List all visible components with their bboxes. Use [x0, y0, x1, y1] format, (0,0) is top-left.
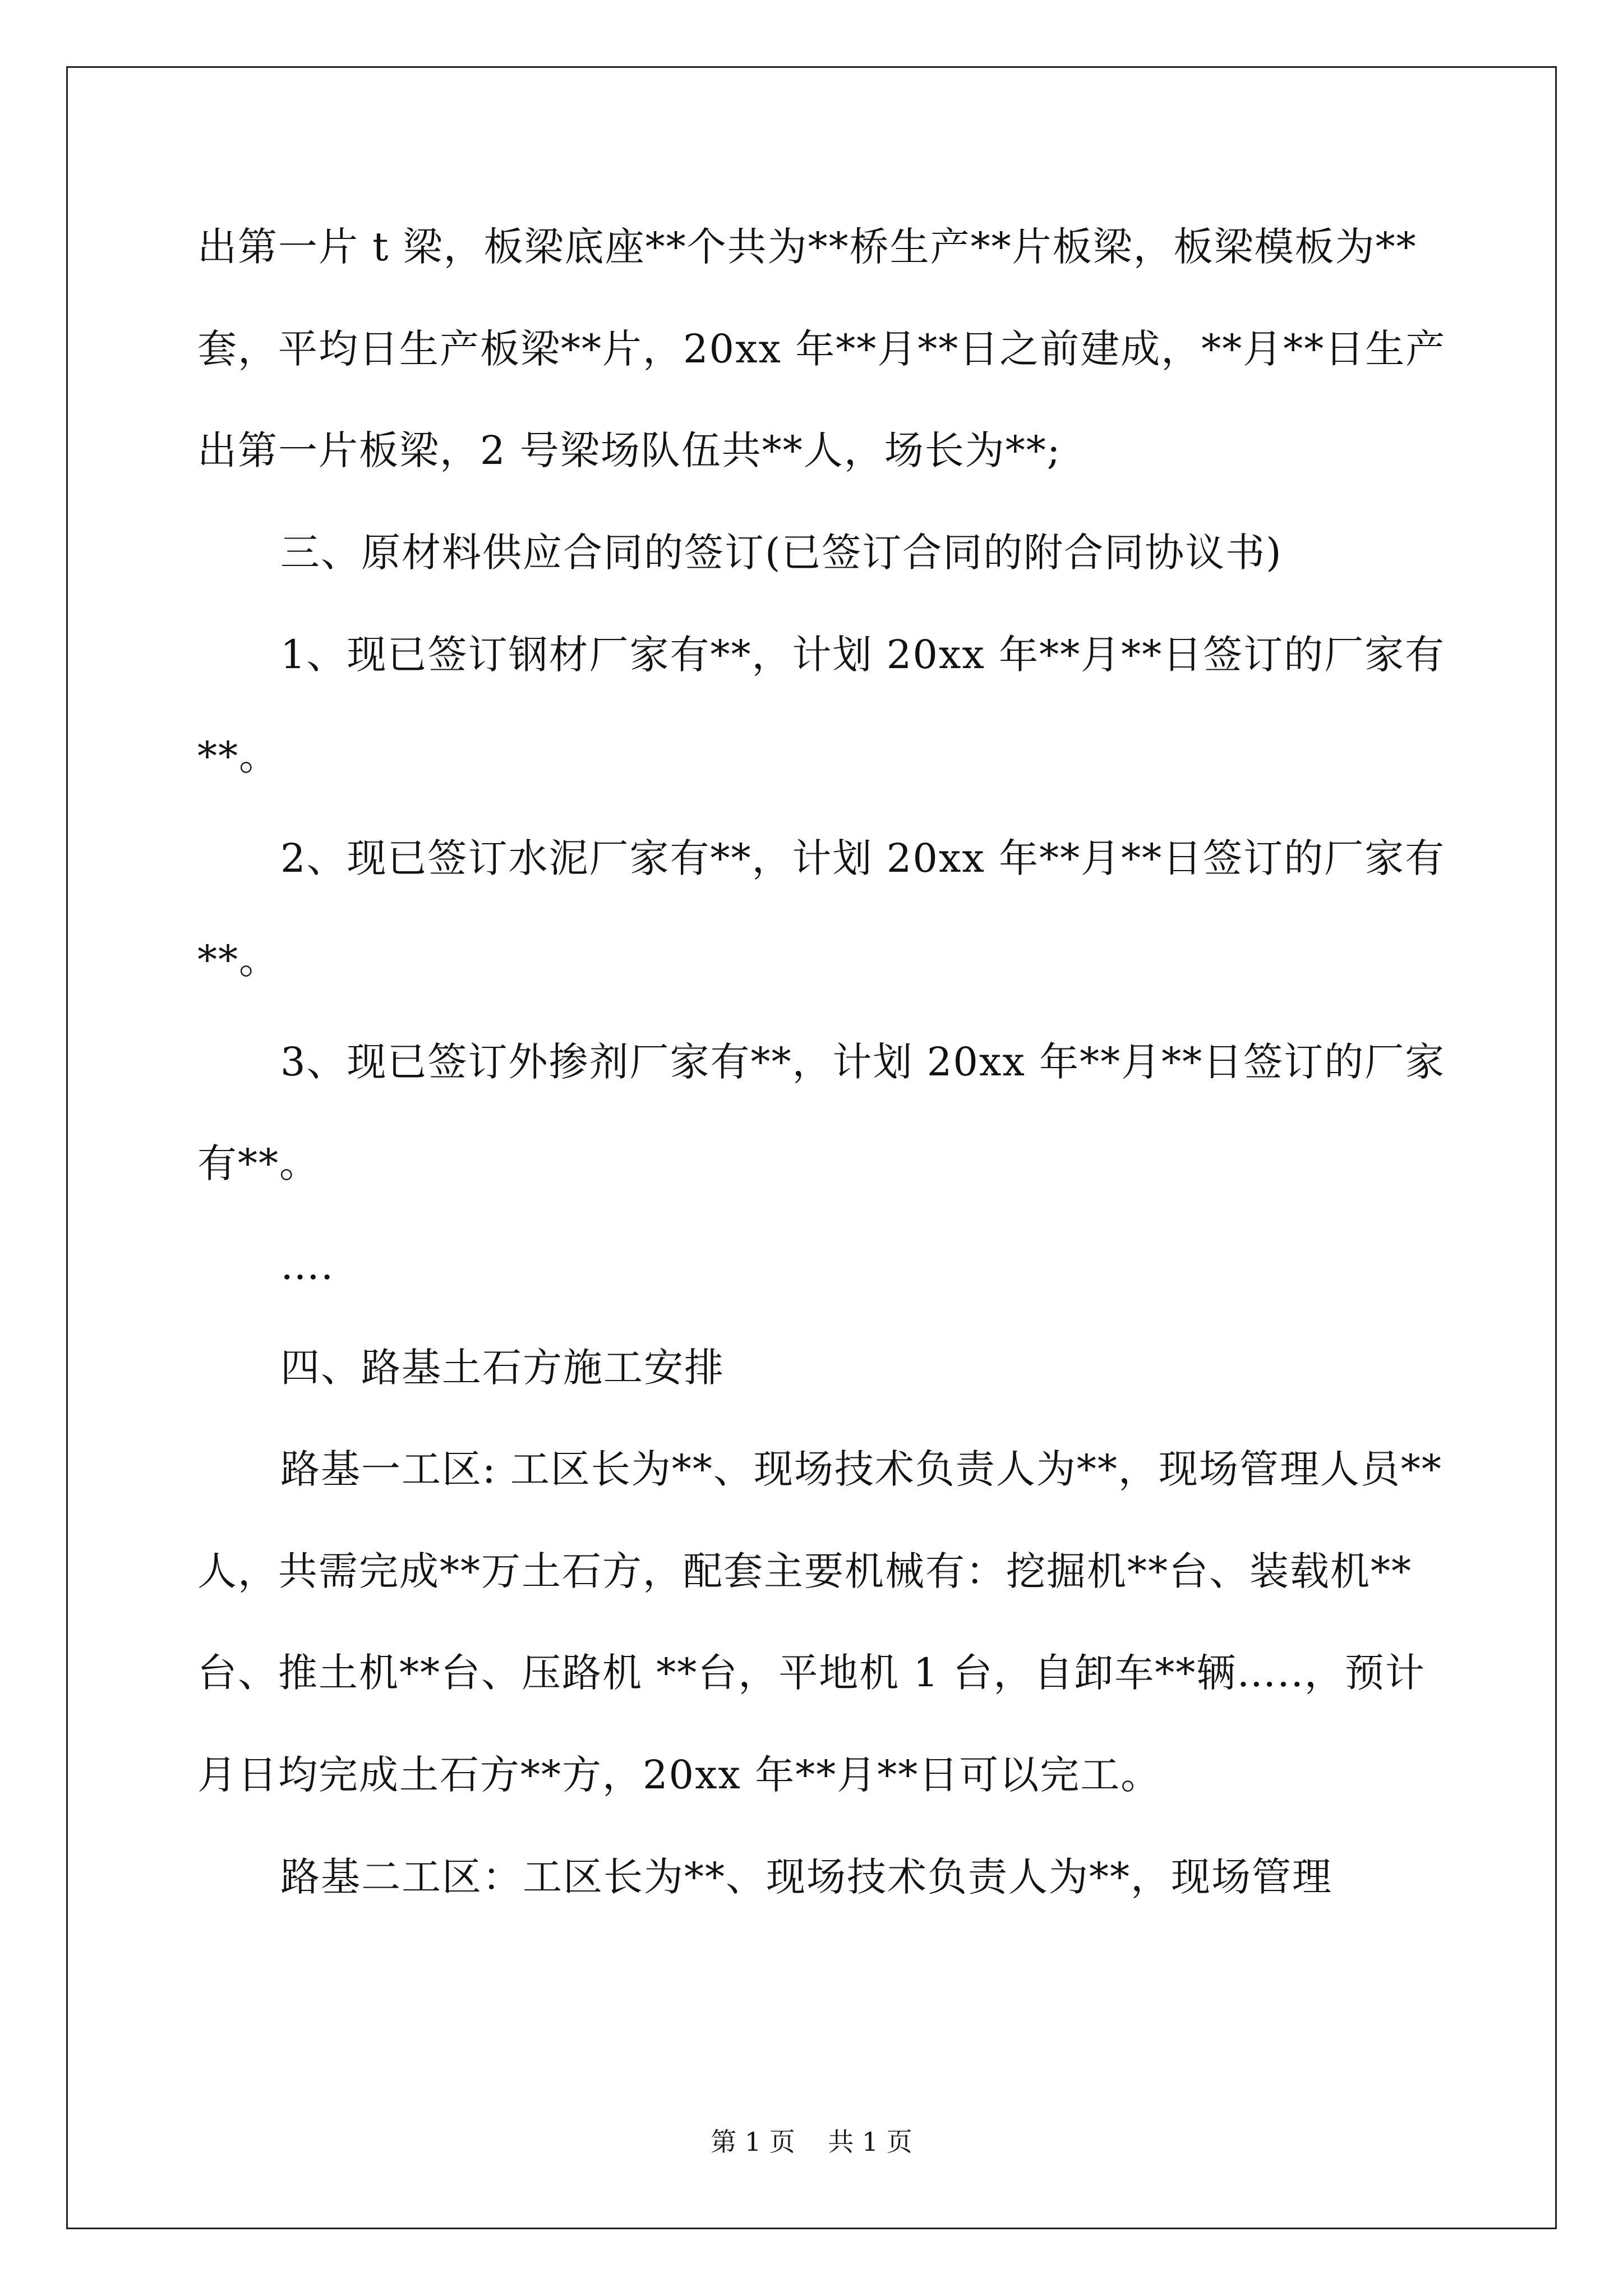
text-line: 2、现已签订水泥厂家有**，计划 20xx 年**月**日签订的厂家有	[280, 835, 1446, 881]
text-line: 路基二工区：工区长为**、现场技术负责人为**，现场管理	[280, 1854, 1332, 1900]
section-heading: 四、路基土石方施工安排	[280, 1345, 725, 1391]
text-line: 1、现已签订钢材厂家有**，计划 20xx 年**月**日签订的厂家有	[280, 632, 1446, 678]
text-line: 台、推土机**台、压路机 **台，平地机 1 台，自卸车**辆…..，预计	[197, 1650, 1426, 1696]
text-line: 3、现已签订外掺剂厂家有**，计划 20xx 年**月**日签订的厂家	[280, 1039, 1446, 1085]
text-line: 出第一片 t 梁，板梁底座**个共为**桥生产**片板梁，板梁模板为**	[197, 224, 1417, 270]
page-number-footer: 第 1 页 共 1 页	[711, 2127, 912, 2157]
text-line: 有**。	[197, 1140, 320, 1186]
text-line: 人，共需完成**万土石方，配套主要机械有：挖掘机**台、装载机**	[197, 1548, 1412, 1594]
text-line: 月日均完成土石方**方，20xx 年**月**日可以完工。	[197, 1752, 1161, 1798]
text-line: 出第一片板梁，2 号梁场队伍共**人，场长为**;	[197, 427, 1062, 473]
text-line: **。	[197, 937, 279, 983]
text-line: ….	[280, 1243, 335, 1289]
text-line: **。	[197, 733, 279, 779]
text-line: 路基一工区: 工区长为**、现场技术负责人为**，现场管理人员**	[280, 1446, 1442, 1492]
document-body	[197, 0, 1446, 2019]
section-heading: 三、原材料供应合同的签订(已签订合同的附合同协议书)	[280, 530, 1283, 576]
text-line: 套，平均日生产板梁**片，20xx 年**月**日之前建成，**月**日生产	[197, 326, 1446, 372]
